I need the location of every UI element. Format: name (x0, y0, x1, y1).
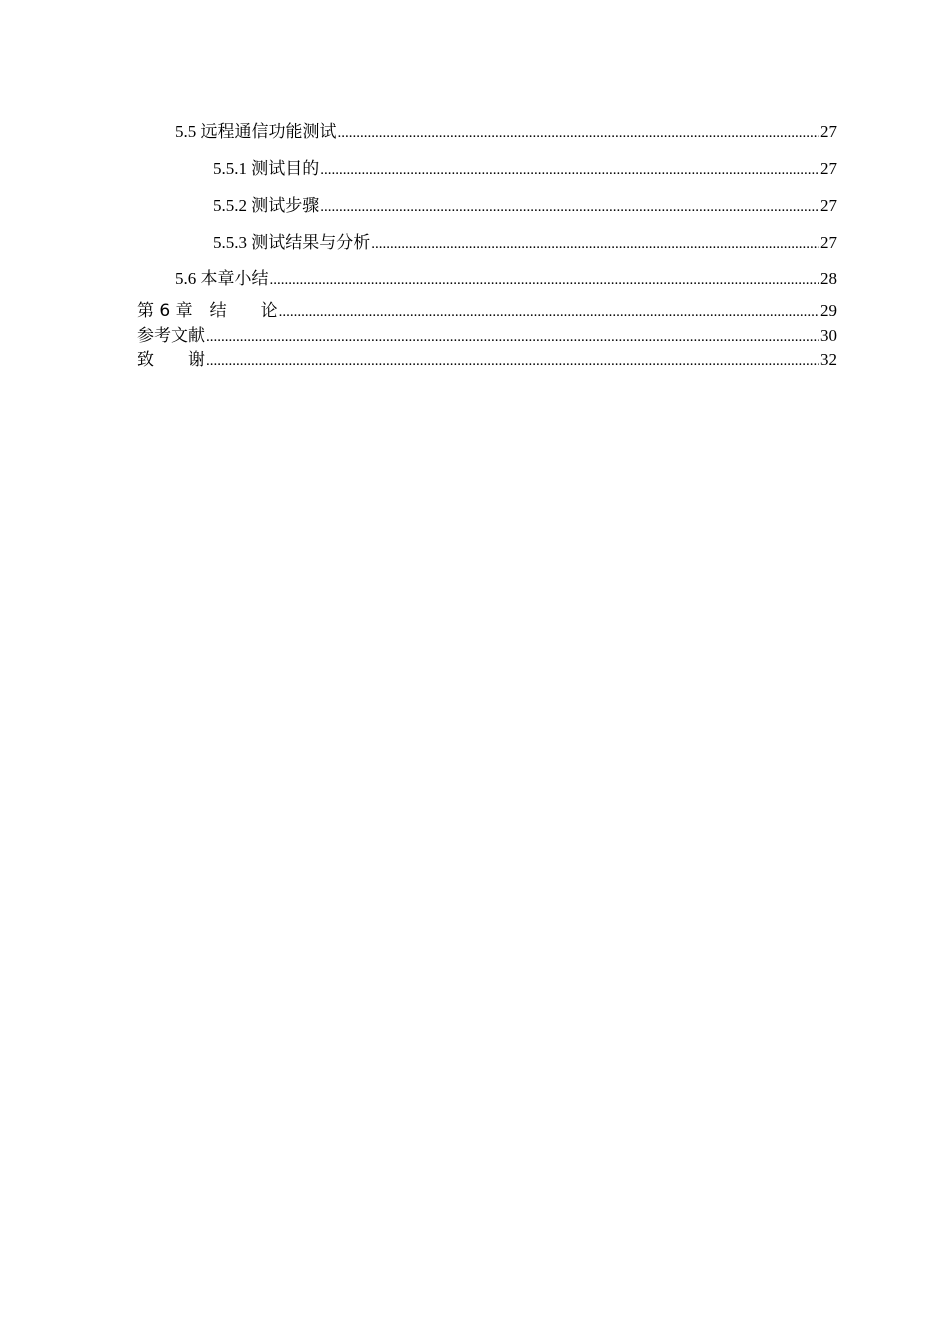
toc-entry-label: 参考文献 (137, 326, 205, 346)
toc-entry-5-6[interactable] (175, 269, 837, 290)
dot-leader (371, 234, 819, 254)
toc-entry-label: 5.5.2 测试步骤 (213, 196, 320, 215)
toc-entry-page: 28 (820, 269, 837, 288)
toc-entry-page: 27 (820, 233, 837, 252)
toc-entry-label: 5.5.3 测试结果与分析 (213, 233, 371, 252)
dot-leader (270, 270, 820, 290)
toc-entry-page: 27 (820, 159, 837, 178)
toc-entry-5-5[interactable] (175, 122, 837, 143)
toc-entry-label: 致 谢 (137, 350, 205, 370)
toc-entry-acknowledgements[interactable] (137, 350, 837, 371)
toc-entry-page: 30 (820, 326, 837, 345)
toc-entry-chapter-6[interactable] (137, 301, 837, 322)
toc-entry-label: 第 6 章 结 论 (137, 301, 278, 321)
dot-leader (320, 160, 819, 180)
toc-entry-page: 29 (820, 301, 837, 320)
dot-leader (338, 123, 820, 143)
toc-entry-page: 32 (820, 350, 837, 369)
toc-entry-page: 27 (820, 196, 837, 215)
toc-entry-5-5-2[interactable] (213, 196, 837, 217)
dot-leader (206, 351, 819, 371)
dot-leader (206, 327, 819, 347)
toc-entry-5-5-3[interactable] (213, 233, 837, 254)
toc-entry-5-5-1[interactable] (213, 159, 837, 180)
toc-entry-label: 5.5.1 测试目的 (213, 159, 320, 178)
toc-entry-page: 27 (820, 122, 837, 141)
dot-leader (320, 197, 819, 217)
toc-entry-label: 5.5 远程通信功能测试 (175, 122, 337, 141)
toc-entry-label: 5.6 本章小结 (175, 269, 269, 288)
dot-leader (279, 302, 819, 322)
toc-entry-references[interactable] (137, 326, 837, 347)
